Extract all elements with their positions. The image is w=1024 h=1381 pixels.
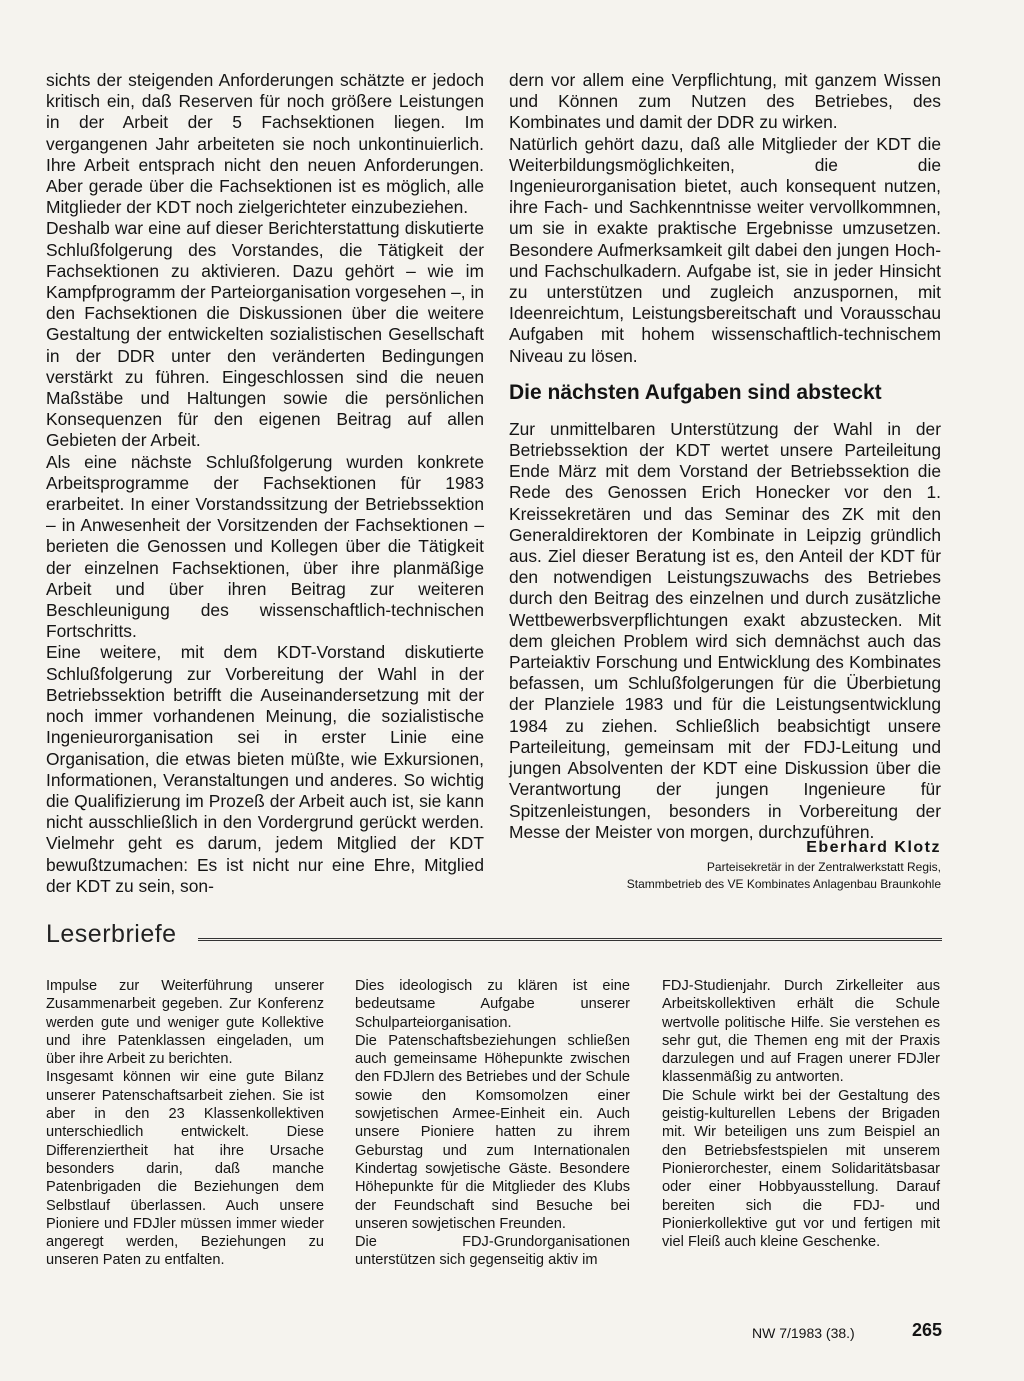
- page-number: 265: [911, 1320, 942, 1340]
- letters-heading: Leserbriefe: [46, 920, 177, 948]
- paragraph: Eine weitere, mit dem KDT-Vorstand diskutierte Schlußfolgerung zur Vorbereitung der Wahl in der Betriebssektion betrifft die Auseinandersetzung mit der noch immer vorhandenen Meinung, die sozialistische Ingenieurorganisation sei in erster Linie eine Organisation, die etwas bieten müßte, wie Exkursionen, Informationen, Veranstaltungen und anderes. So wichtig die Qualifizierung im Prozeß der Arbeit auch ist, sie kann nicht ausschließlich in den Vordergrund gerückt werden. Vielmehr geht es darum, jedem Mitglied der KDT bewußtzumachen: Es ist nicht nur eine Ehre, Mitglied der KDT zu sein, son-: [46, 642, 484, 896]
- paragraph: Natürlich gehört dazu, daß alle Mitglieder der KDT die Weiterbildungsmöglichkeiten, die die Ingenieurorganisation bietet, auch konsequent nutzen, ihre Fach- und Sachkenntnisse weiter vervollkommnen, um sie in exakte praktische Ergebnisse umzusetzen. Besondere Aufmerksamkeit gilt dabei den jungen Hoch- und Fachschulkadern. Aufgabe ist, sie in jeder Hinsicht zu unterstützen und zugleich anzuspornen, mit Ideenreichtum, Leistungsbereitschaft und Vorausschau Aufgaben mit hohem wissenschaftlich-technischem Niveau zu lösen.: [509, 133, 941, 366]
- paragraph: Dies ideologisch zu klären ist eine bedeutsame Aufgabe unserer Schulparteiorganisation.: [355, 978, 630, 1031]
- paragraph: Deshalb war eine auf dieser Berichterstattung diskutierte Schlußfolgerung des Vorstandes, die Tätigkeit der Fachsektionen zu aktivieren. Dazu gehört – wie im Kampfprogramm der Parteiorganisation vorgesehen –, in den Fachsektionen die Diskussionen über die weitere Gestaltung der entwickelten sozialistischen Gesellschaft in der DDR unter den veränderten Bedingungen verstärkt zu führen. Eingeschlossen sind die neuen Maßstäbe und Haltungen sowie die persönlichen Konsequenzen für den eigenen Beitrag auf allen Gebieten der Arbeit.: [46, 218, 484, 451]
- letters-column-1: [46, 977, 324, 1270]
- divider: [198, 938, 942, 941]
- paragraph: dern vor allem eine Verpflichtung, mit ganzem Wissen und Können zum Nutzen des Betriebes, des Kombinates und damit der DDR zu wirken.: [509, 70, 941, 133]
- paragraph: FDJ-Studienjahr. Durch Zirkelleiter aus Arbeitskollektiven erhält die Schule wertvolle politische Hilfe. Sie verstehen es sehr gut, die Themen eng mit der Praxis darzulegen und auf Fragen unerer FDJler klassenmäßig zu antworten.: [662, 978, 940, 1086]
- article-column-1: [46, 70, 484, 897]
- letters-header: [46, 920, 942, 952]
- paragraph: Zur unmittelbaren Unterstützung der Wahl in der Betriebssektion der KDT wertet unsere Parteileitung Ende März mit dem Vorstand der Betriebssektion die Rede des Genossen Erich Honecker vor den 1. Kreissekretären und das Seminar des ZK mit den Generaldirektoren der Kombinate in Leipzig gründlich aus. Ziel dieser Beratung ist es, den Anteil der KDT für den notwendigen Leistungszuwachs des Betriebes durch den Beitrag des einzelnen und durch zusätzliche Wettbewerbsverpflichtungen exakt abzustecken. Mit dem gleichen Problem wird sich demnächst auch das Parteiaktiv Forschung und Entwicklung des Kombinates befassen, um Schlußfolgerungen für die Überbietung der Planziele 1983 und für die Leistungsentwicklung 1984 zu ziehen. Schließlich beabsichtigt unsere Parteileitung, gemeinsam mit der FDJ-Leitung und jungen Absolventen der KDT eine Diskussion über die Verantwortung der jungen Ingenieure für Spitzenleistungen, besonders in Vorbereitung der Messe der Meister von morgen, durchzuführen.: [509, 418, 941, 842]
- author-name: Eberhard Klotz: [806, 838, 941, 856]
- paragraph: Die FDJ-Grundorganisationen unterstützen sich gegenseitig aktiv im: [355, 1234, 630, 1269]
- article-column-2: [509, 70, 941, 892]
- paragraph: Die Patenschaftsbeziehungen schließen auch gemeinsame Höhepunkte zwischen den FDJlern des Betriebes und der Schule sowie den Komsomolzen einer sowjetischen Armee-Einheit ein. Auch unsere Pioniere hatten zu ihrem Geburstag und zum Internationalen Kindertag sowjetische Gäste. Besondere Höhepunkte für die Mitglieder des Klubs der Feundschaft sind Besuche bei unseren sowjetischen Freunden.: [355, 1032, 631, 1232]
- paragraph: Impulse zur Weiterführung unserer Zusammenarbeit gegeben. Zur Konferenz werden gute und weniger gute Kollektive und ihre Patenklassen eingeladen, um über ihre Arbeit zu berichten.: [46, 978, 324, 1068]
- issue-label: NW 7/1983 (38.): [752, 1325, 855, 1341]
- paragraph: Als eine nächste Schlußfolgerung wurden konkrete Arbeitsprogramme der Fachsektionen für 1983 erarbeitet. In einer Vorstandssitzung der Betriebssektion – in Anwesenheit der Vorsitzenden der Fachsektionen – berieten die Genossen und Kollegen über die Tätigkeit der einzelnen Fachsektionen, über ihre planmäßige Arbeit und über ihren Beitrag zur weiteren Beschleunigung des wissenschaftlich-technischen Fortschritts.: [46, 451, 484, 642]
- paragraph: Die Schule wirkt bei der Gestaltung des geistig-kulturellen Lebens der Brigaden mit. Wir beteiligen uns zum Beispiel an den Betriebsfestspielen mit unserem Pionierorchester, einem Solidaritätsbasar oder einer Hobbyausstellung. Darauf bereiten sich die FDJ- und Pionierkollektive gut vor und fertigen mit viel Fleiß auch kleine Geschenke.: [662, 1087, 940, 1251]
- author-title-line: Parteisekretär in der Zentralwerkstatt Regis,: [706, 860, 941, 875]
- letters-column-2: [355, 977, 630, 1270]
- letters-column-3: [662, 977, 940, 1251]
- paragraph: Insgesamt können wir eine gute Bilanz unserer Patenschaftsarbeit ziehen. Sie ist aber in den 23 Klassenkollektiven unterschiedlich entwickelt. Diese Differenziertheit hat ihre Ursache besonders darin, daß manche Patenbrigaden die Beziehungen dem Selbstlauf überlassen. Auch unsere Pioniere und FDJler müssen immer wieder angeregt werden, Beziehungen zu unseren Paten zu entfalten.: [46, 1069, 324, 1269]
- paragraph: sichts der steigenden Anforderungen schätzte er jedoch kritisch ein, daß Reserven für noch größere Leistungen in der Arbeit der 5 Fachsektionen liegen. Im vergangenen Jahr arbeiteten sie noch unkontinuierlich. Ihre Arbeit entsprach nicht den neuen Anforderungen. Aber gerade über die Fachsektionen ist es möglich, alle Mitglieder der KDT noch zielgerichteter einzubeziehen.: [46, 70, 484, 218]
- section-subheading: Die nächsten Aufgaben sind absteckt: [509, 380, 882, 404]
- author-title-line: Stammbetrieb des VE Kombinates Anlagenbau Braunkohle: [626, 877, 941, 892]
